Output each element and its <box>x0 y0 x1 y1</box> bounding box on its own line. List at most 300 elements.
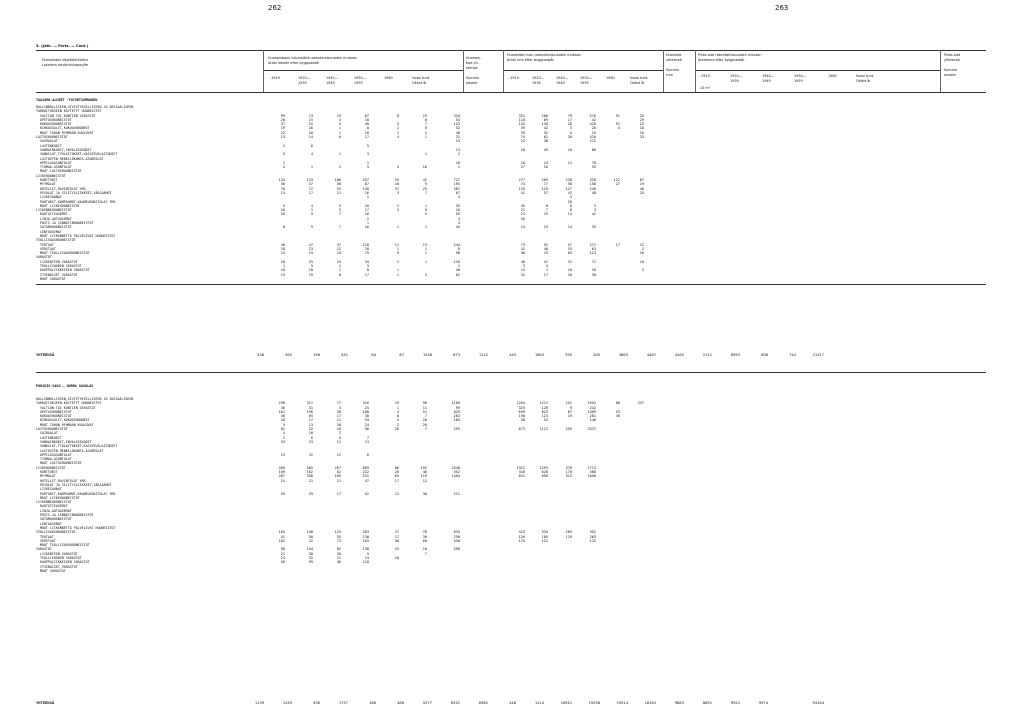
cell: 17 <box>364 208 369 213</box>
row-label: TYÖMAA-ASUNTOLAT <box>36 165 72 170</box>
cell: 23 <box>520 139 525 144</box>
cell: 1 <box>310 165 313 170</box>
cell: 4 <box>396 409 399 414</box>
cell: 19 <box>567 246 572 251</box>
cell: 146 <box>589 418 596 423</box>
cell: 6 <box>310 143 313 148</box>
row-label: TEOLLISUUSHUONEISTOT <box>36 530 76 535</box>
total-cell: 94164 <box>812 700 824 705</box>
cell: 727 <box>453 178 460 183</box>
row-label: MUUT LIIKEHUONEISTOT <box>36 203 80 208</box>
cell: 27 <box>520 165 525 170</box>
cell: 122 <box>613 178 620 183</box>
cell: 16 <box>364 225 369 230</box>
cell: 269 <box>541 178 548 183</box>
cell: 28 <box>567 122 572 127</box>
cell: 19 <box>280 126 285 131</box>
cell <box>377 565 399 569</box>
cell: 1 <box>338 152 341 157</box>
cell: 16 <box>422 165 427 170</box>
cell: 25 <box>639 190 644 195</box>
cell: 5 <box>424 212 427 217</box>
cell: 32 <box>520 272 525 277</box>
cell <box>600 565 620 569</box>
cell: 34 <box>364 259 369 264</box>
block2-title: POHJOIS-SAVO — NORRA SAVOLAX <box>36 384 94 388</box>
col-vuosi: Okänt år <box>856 79 871 83</box>
row-label: MYYMÄLÄT <box>36 182 56 187</box>
cell: 24 <box>543 160 548 165</box>
cell: 35 <box>520 203 525 208</box>
cell: 2 <box>282 435 285 440</box>
cell: 1713 <box>587 465 596 470</box>
cell: 9 <box>569 405 572 410</box>
cell: 3 <box>396 190 399 195</box>
year-col: 1950— <box>580 76 593 80</box>
cell: 122 <box>541 538 548 543</box>
cell: 272 <box>589 139 596 144</box>
cell: 52 <box>455 126 460 131</box>
cell: 125 <box>334 530 341 535</box>
total-cell: 9974 <box>758 700 768 705</box>
cell: 98 <box>280 547 285 552</box>
total-cell: 19298 <box>588 700 600 705</box>
row-label: TYÖMAA-ASUNTOLAT <box>36 457 72 462</box>
cell: 11 <box>336 478 341 483</box>
cell: 45 <box>455 225 460 230</box>
row-label: LASTENKODIT <box>36 143 62 148</box>
total-cell: 1414 <box>534 700 544 705</box>
cell: 1 <box>424 152 427 157</box>
year-col: 1939 <box>730 79 739 83</box>
cell: 26 <box>567 135 572 140</box>
cell: 91 <box>615 113 620 118</box>
stub-fi: Huoneiston käyttötarkoitus <box>42 58 88 62</box>
cell: 19 <box>394 401 399 406</box>
cell: 8 <box>457 246 460 251</box>
cell: 7 <box>338 212 341 217</box>
cell: 46 <box>639 186 644 191</box>
cell: 35 <box>591 165 596 170</box>
cell: 271 <box>589 242 596 247</box>
cell: 56 <box>280 560 285 565</box>
cell: 5 <box>310 263 313 268</box>
cell: 17 <box>394 534 399 539</box>
number-column <box>505 105 525 281</box>
cell: 6 <box>424 117 427 122</box>
cell: 1 <box>424 251 427 256</box>
cell <box>263 277 285 281</box>
row-label: KOKOUSHUONEISTOT <box>36 414 72 419</box>
total-cell: 1139 <box>254 700 264 705</box>
cell: 129 <box>565 534 572 539</box>
cell: 1484 <box>451 474 460 479</box>
cell: 552 <box>453 470 460 475</box>
cell: 17 <box>615 242 620 247</box>
cell: 46 <box>336 560 341 565</box>
total-cell: 596 <box>313 700 320 705</box>
cell: 1 <box>424 135 427 140</box>
cell: 52 <box>543 418 548 423</box>
cell: 142 <box>518 122 525 127</box>
cell <box>438 565 460 569</box>
cell: 6 <box>424 126 427 131</box>
cell: 7 <box>424 414 427 419</box>
cell: 9 <box>424 182 427 187</box>
cell: 40 <box>280 242 285 247</box>
cell: 42 <box>543 126 548 131</box>
row-label: LIIKENTEEN VARASTOT <box>36 259 78 264</box>
cell: 20 <box>567 199 572 204</box>
year-col: 1920— <box>730 74 743 78</box>
col-vuosi: Okänt år <box>630 81 645 85</box>
row-label: RAUTATIEASEMAT <box>36 504 68 509</box>
year-col: 1949 <box>326 81 335 85</box>
cell: 99 <box>455 405 460 410</box>
cell: 37 <box>394 186 399 191</box>
cell: 310 <box>453 113 460 118</box>
cell: 20 <box>280 418 285 423</box>
cell: 17 <box>308 418 313 423</box>
cell: 73 <box>520 242 525 247</box>
cell: 65 <box>394 474 399 479</box>
cell <box>552 565 572 569</box>
total-cell: 6531 <box>450 700 460 705</box>
cell: 58 <box>567 182 572 187</box>
col-huoneita-l1: Huoneita <box>666 53 682 57</box>
cell <box>347 565 369 569</box>
cell: 2337 <box>587 427 596 432</box>
cell: 190 <box>518 414 525 419</box>
cell: 30 <box>308 551 313 556</box>
cell: 5 <box>366 165 369 170</box>
cell: 52 <box>364 491 369 496</box>
cell <box>438 277 460 281</box>
row-label: LINJA-AUTOASEMAT <box>36 508 72 513</box>
row-label: POSTI-JA LENNÄTINHUONEISTOT <box>36 513 94 518</box>
number-column <box>319 105 341 281</box>
totals-label: YHTEENSÄ <box>36 700 55 705</box>
cell <box>291 565 313 569</box>
col-summa-lokaler-l1: Summa <box>466 76 479 80</box>
row-label: VARASTOT <box>36 547 52 552</box>
cell: 293 <box>453 427 460 432</box>
cell: 77 <box>336 401 341 406</box>
group1-fi: Huoneistojen lukumäärä rakentamisvuoden mukaan <box>268 56 357 60</box>
cell: 17 <box>567 117 572 122</box>
cell: 87 <box>639 178 644 183</box>
year-col: 1939 <box>298 81 307 85</box>
cell: 14 <box>308 135 313 140</box>
cell: 14 <box>567 212 572 217</box>
cell: 4 <box>282 431 285 436</box>
cell: 242 <box>589 405 596 410</box>
total-cell: 5377 <box>422 700 432 705</box>
cell: 55 <box>394 178 399 183</box>
cell: 99 <box>308 560 313 565</box>
cell: 67 <box>364 182 369 187</box>
row-label: KOKOUSHUONEISTOT <box>36 122 72 127</box>
row-label: LINJA-AUTOASEMAT <box>36 216 72 221</box>
cell: 23 <box>422 113 427 118</box>
number-column <box>263 397 285 569</box>
cell: 25 <box>308 259 313 264</box>
cell: 50 <box>308 534 313 539</box>
row-label: LIIKEHUONEISTOT <box>36 173 66 178</box>
page-number-left: 262 <box>268 4 282 12</box>
cell: 118 <box>362 242 369 247</box>
number-column <box>347 105 369 281</box>
cell: 32 <box>308 427 313 432</box>
number-column <box>624 397 644 569</box>
cell: 57 <box>567 242 572 247</box>
cell: 21 <box>280 551 285 556</box>
cell: 287 <box>278 474 285 479</box>
number-column <box>377 397 399 569</box>
cell: 12 <box>639 242 644 247</box>
cell: 426 <box>589 135 596 140</box>
cell: 1952 <box>587 401 596 406</box>
cell <box>624 565 644 569</box>
cell: 72 <box>308 186 313 191</box>
cell: 17 <box>308 190 313 195</box>
cell: 1312 <box>516 465 525 470</box>
cell: 4 <box>282 165 285 170</box>
cell: 823 <box>541 409 548 414</box>
cell: 1 <box>396 268 399 273</box>
col-vuosi: Vuosi tunt. <box>856 74 875 78</box>
row-label: KONTTORIT <box>36 470 58 475</box>
row-label: VALTION TAI KUNTIEN VIRASTOT <box>36 405 96 410</box>
row-label: LENTOASEMAT <box>36 521 62 526</box>
row-label: TEOLLISUUDEN VARASTOT <box>36 263 82 268</box>
cell: 46 <box>455 130 460 135</box>
row-label: TEHTAAT <box>36 242 54 247</box>
cell <box>528 565 548 569</box>
year-col: 1949 <box>556 81 565 85</box>
cell: 2448 <box>451 465 460 470</box>
cell: 10 <box>280 208 285 213</box>
cell: 62 <box>455 272 460 277</box>
cell: 161 <box>278 409 285 414</box>
cell: 19 <box>543 251 548 256</box>
total-cell: 1063 <box>534 352 544 357</box>
row-label: SATAMAHUONEISTOT <box>36 225 72 230</box>
col-huoneistoja-l1: Huoneis- <box>466 56 481 60</box>
block2-totals <box>36 700 824 705</box>
cell: 13 <box>280 135 285 140</box>
cell: 55 <box>455 212 460 217</box>
cell: 4 <box>396 165 399 170</box>
cell: 23 <box>308 439 313 444</box>
col-vuosi: Vuosi tunt. <box>630 76 649 80</box>
cell: 102 <box>278 538 285 543</box>
total-cell: 448 <box>509 700 516 705</box>
col-huoneistoja-l3: teensä <box>466 66 478 70</box>
cell: 266 <box>541 113 548 118</box>
row-label: MUUT LAITOSHUONEISTOT <box>36 461 82 466</box>
row-label: HALLINNOLLISEEN,SIVISTYKSELLISEEN JA SOSIAALISEEN <box>36 105 134 109</box>
row-label: MUUT TEOLLISUUSHUONEISTOT <box>36 251 90 256</box>
row-label: VANHAINKODIT,INVALIDIKODIT <box>36 147 92 152</box>
cell: 37 <box>394 530 399 535</box>
cell: 30 <box>422 491 427 496</box>
row-label: LIIKEHUONEISTOT <box>36 465 66 470</box>
cell: 7 <box>338 225 341 230</box>
cell <box>505 565 525 569</box>
row-label: KONTTORIT <box>36 178 58 183</box>
cell: 127 <box>565 186 572 191</box>
row-label: LASTENKODIT <box>36 435 62 440</box>
cell: 25 <box>639 113 644 118</box>
cell: 33 <box>364 418 369 423</box>
cell: 30 <box>336 551 341 556</box>
total-cell: 196 <box>313 352 320 357</box>
row-label: OPETUSHUONEISTOT <box>36 117 72 122</box>
cell: 311 <box>306 401 313 406</box>
cell: 53 <box>336 186 341 191</box>
cell: 67 <box>567 409 572 414</box>
row-label: PARTURIT,KAMPAAMOT,KAUNEUSHOITOLAT YMS. <box>36 199 118 204</box>
year-col: 1950— <box>354 76 367 80</box>
total-cell: 8891 <box>702 700 712 705</box>
cell: 39 <box>520 130 525 135</box>
cell: 40 <box>520 251 525 256</box>
number-column <box>576 397 596 569</box>
cell: 7 <box>424 122 427 127</box>
cell: 133 <box>306 178 313 183</box>
year-col: 1950— <box>794 74 807 78</box>
row-label: VANHAINKODIT,INVALIDIKODIT <box>36 439 92 444</box>
col-summa-rum-l1: Summa <box>666 68 679 72</box>
cell: 9 <box>424 208 427 213</box>
cell: 10 <box>455 208 460 213</box>
col-pinta-l2: yhteensä <box>944 58 960 62</box>
cell: 48 <box>520 259 525 264</box>
cell: 14 <box>567 225 572 230</box>
cell <box>377 277 399 281</box>
row-label: VARASTOT <box>36 255 52 260</box>
number-column <box>438 105 460 281</box>
row-label: RAUTATIEASEMAT <box>36 212 68 217</box>
cell: 15 <box>280 251 285 256</box>
cell: 10 <box>308 268 313 273</box>
col-pinta-l1: Pinta-alat <box>944 53 961 57</box>
cell: 35 <box>455 203 460 208</box>
cell: 24 <box>280 555 285 560</box>
total-cell: 10103 <box>644 700 656 705</box>
cell: 16 <box>520 216 525 221</box>
cell: 316 <box>362 401 369 406</box>
group1-sv: Antal lokaler efter byggnadsår <box>268 61 320 65</box>
cell: 12 <box>422 478 427 483</box>
row-label: LIIKESAUNAT <box>36 195 62 200</box>
row-label: MUUT LAITOSHUONEISTOT <box>36 169 82 174</box>
row-label: MUUT LIIKENNETTÄ PALVELEVAT HUONEISTOT <box>36 233 116 238</box>
cell: 25 <box>394 547 399 552</box>
total-cell: 19514 <box>616 700 628 705</box>
cell: 150 <box>589 182 596 187</box>
row-label: KIRKOSSALIT,KUKOUSHUONEET <box>36 418 90 423</box>
cell: 263 <box>362 530 369 535</box>
cell: 29 <box>639 117 644 122</box>
number-column <box>552 397 572 569</box>
cell: 36 <box>280 405 285 410</box>
cell: 47 <box>543 259 548 264</box>
cell: 162 <box>278 530 285 535</box>
cell: 10 <box>364 130 369 135</box>
cell <box>528 277 548 281</box>
cell: 91 <box>615 122 620 127</box>
cell: 531 <box>362 474 369 479</box>
cell: 1 <box>366 160 369 165</box>
cell: 35 <box>591 225 596 230</box>
cell: 5 <box>282 152 285 157</box>
cell: 48 <box>591 190 596 195</box>
row-label: LIIKENNEHUONEISTOT <box>36 500 72 505</box>
col-huoneita-l2: yhteensä <box>666 58 682 62</box>
total-cell: 8953 <box>730 352 740 357</box>
cell: 1 <box>424 246 427 251</box>
total-cell: 530 <box>257 352 264 357</box>
cell: 10 <box>280 268 285 273</box>
cell: 47 <box>364 478 369 483</box>
cell: 188 <box>362 409 369 414</box>
year-col: -1919 <box>509 76 519 80</box>
cell: 3 <box>545 263 548 268</box>
cell: 25 <box>364 405 369 410</box>
cell: 19 <box>567 414 572 419</box>
row-label: SAIRAALAT <box>36 139 58 144</box>
cell: 26 <box>394 427 399 432</box>
cell: 63 <box>591 246 596 251</box>
cell: 2 <box>282 143 285 148</box>
cell: 337 <box>637 401 644 406</box>
cell: 248 <box>589 186 596 191</box>
cell: 3 <box>366 263 369 268</box>
row-label: MUUT LIIKEHUONEISTOT <box>36 495 80 500</box>
cell: 30 <box>615 414 620 419</box>
cell: 338 <box>306 474 313 479</box>
number-column <box>528 397 548 569</box>
number-column <box>291 105 313 281</box>
cell: 8 <box>396 113 399 118</box>
cell <box>347 277 369 281</box>
total-cell: 295 <box>565 352 572 357</box>
row-label: MUUT TÄHÄN RYHMÄÄN KUULUVAT <box>36 130 94 135</box>
total-cell: 1737 <box>338 700 348 705</box>
number-column <box>624 105 644 281</box>
cell: 1 <box>338 263 341 268</box>
row-label: TARKOITUKSEEN KÄYTETYT HUONEISTOT <box>36 109 102 114</box>
cell: 42 <box>591 212 596 217</box>
cell: 57 <box>543 190 548 195</box>
cell: 257 <box>362 178 369 183</box>
cell: 1 <box>545 268 548 273</box>
year-col: 1940— <box>326 76 339 80</box>
cell: 40 <box>280 414 285 419</box>
cell: 20 <box>394 470 399 475</box>
cell: 110 <box>518 117 525 122</box>
cell: 9 <box>396 251 399 256</box>
row-label: MYYMÄLÄT <box>36 474 56 479</box>
row-label: OPPILASASUNTOLAT <box>36 452 72 457</box>
cell: 78 <box>591 160 596 165</box>
cell: 13 <box>364 439 369 444</box>
cell: 86 <box>591 147 596 152</box>
cell <box>552 277 572 281</box>
cell: 32 <box>308 452 313 457</box>
